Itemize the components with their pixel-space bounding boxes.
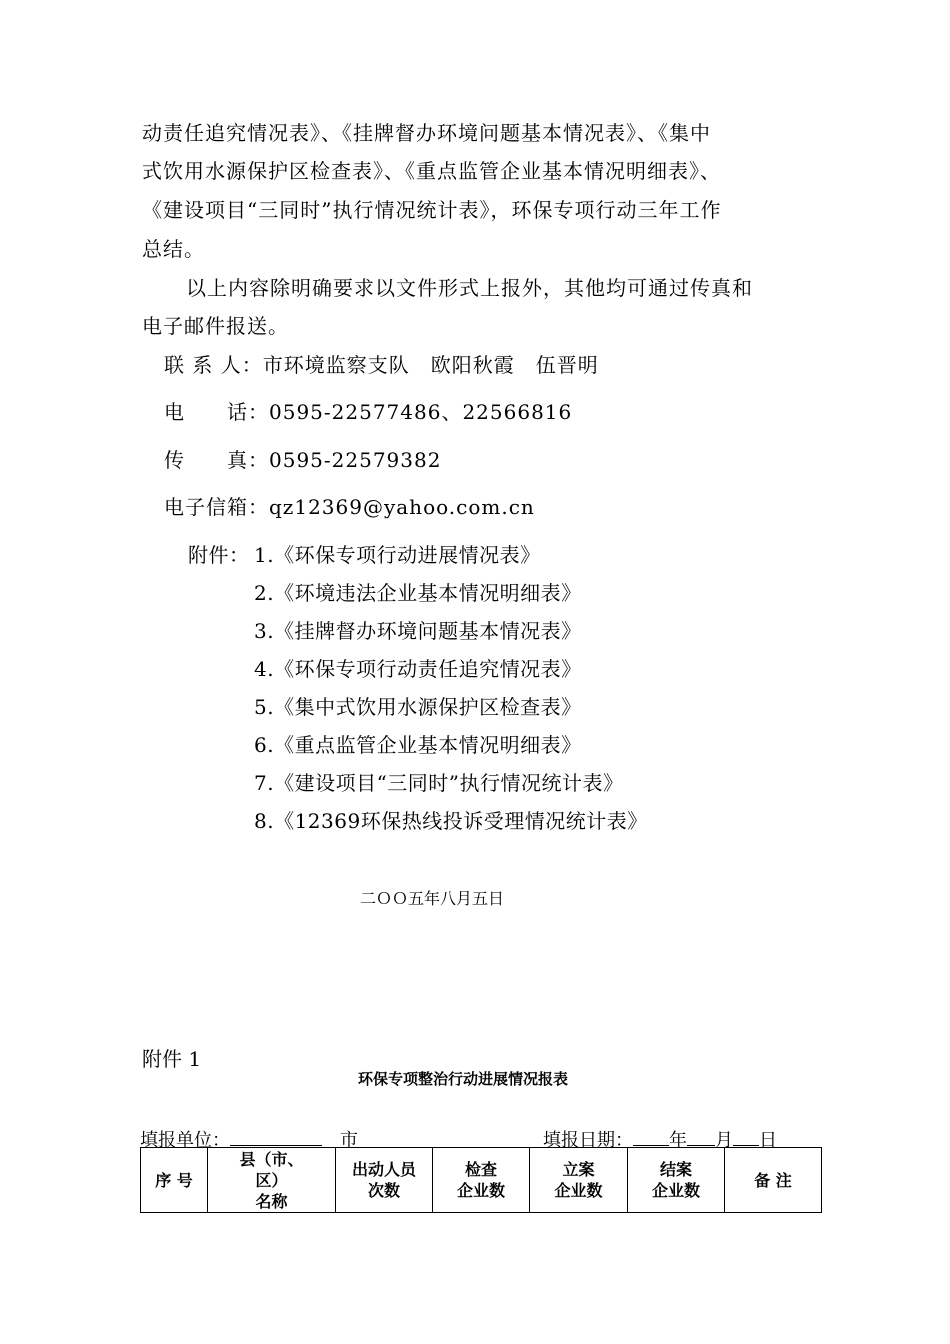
attachment-item: 2.《环境违法企业基本情况明细表》: [254, 581, 582, 605]
col-county-name: 县（市、 区） 名称: [208, 1148, 336, 1213]
attachment-item: 8.《12369环保热线投诉受理情况统计表》: [254, 809, 648, 833]
day-label: 日: [759, 1130, 777, 1151]
date-label: 填报日期：: [543, 1130, 633, 1151]
annex-title: 环保专项整治行动进展情况报表: [358, 1070, 569, 1088]
col-remarks: 备 注: [725, 1148, 822, 1213]
attachment-item: 3.《挂牌督办环境问题基本情况表》: [254, 619, 582, 643]
attachment-item: 5.《集中式饮用水源保护区检查表》: [254, 695, 582, 719]
paragraph-line: 式饮用水源保护区检查表》、《重点监管企业基本情况明细表》、: [142, 159, 721, 183]
year-label: 年: [669, 1130, 687, 1151]
day-blank[interactable]: [733, 1129, 759, 1146]
year-blank[interactable]: [633, 1129, 669, 1146]
contact-fax-value: 0595-22579382: [269, 448, 442, 472]
attachment-item: 4.《环保专项行动责任追究情况表》: [254, 657, 582, 681]
contact-phone: [164, 396, 572, 425]
month-blank[interactable]: [687, 1129, 715, 1146]
unit-label: 填报单位：: [140, 1130, 230, 1151]
col-serial: 序 号: [141, 1148, 208, 1213]
contact-person: [164, 349, 599, 378]
attachment-item: 6.《重点监管企业基本情况明细表》: [254, 733, 582, 757]
contact-email-value[interactable]: qz12369@yahoo.com.cn: [269, 495, 535, 519]
city-suffix: 市: [340, 1130, 358, 1151]
contact-person-label: 联 系 人：: [164, 353, 263, 377]
paragraph-line: 《建设项目“三同时”执行情况统计表》，环保专项行动三年工作: [142, 198, 722, 222]
contact-email-label: 电子信箱：: [164, 495, 269, 519]
paragraph-line: 电子邮件报送。: [142, 314, 289, 338]
paragraph-line: 以上内容除明确要求以文件形式上报外，其他均可通过传真和: [186, 276, 753, 300]
col-dispatch-count: 出动人员 次数: [336, 1148, 433, 1213]
contact-fax: [164, 444, 441, 473]
contact-phone-value: 0595-22577486、22566816: [269, 400, 573, 424]
annex-heading: 附件 1: [142, 1047, 202, 1071]
paragraph-line: 动责任追究情况表》、《挂牌督办环境问题基本情况表》、《集中: [142, 121, 711, 145]
table-header-row: [141, 1148, 822, 1213]
progress-report-table: [140, 1147, 822, 1213]
unit-blank[interactable]: [230, 1129, 322, 1146]
attachments-label: 附件：: [188, 543, 250, 567]
month-label: 月: [715, 1130, 733, 1151]
col-filed-enterprises: 立案 企业数: [530, 1148, 628, 1213]
attachment-item: 1.《环保专项行动进展情况表》: [254, 543, 541, 567]
contact-email: [164, 491, 535, 520]
attachment-item: 7.《建设项目“三同时”执行情况统计表》: [254, 771, 624, 795]
contact-fax-label: 传 真：: [164, 448, 269, 472]
paragraph-line: 总结。: [142, 237, 205, 261]
contact-phone-label: 电 话：: [164, 400, 269, 424]
col-closed-enterprises: 结案 企业数: [628, 1148, 725, 1213]
document-date: 二ＯＯ五年八月五日: [360, 889, 505, 908]
contact-person-value: 市环境监察支队 欧阳秋霞 伍晋明: [262, 353, 599, 377]
col-inspected-enterprises: 检查 企业数: [433, 1148, 530, 1213]
